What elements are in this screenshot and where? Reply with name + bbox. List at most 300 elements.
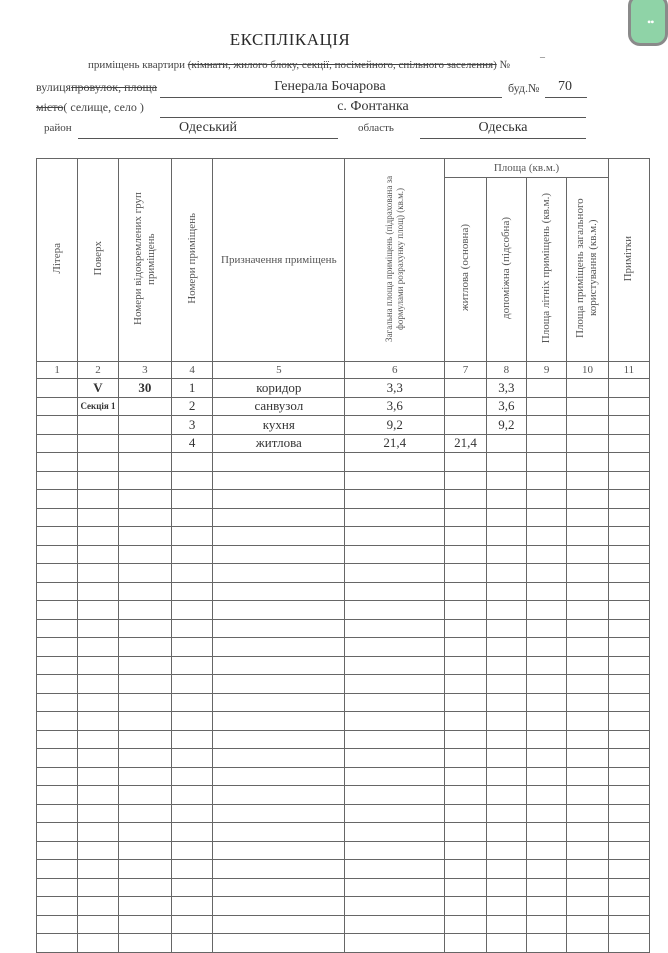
empty-cell [608, 841, 649, 860]
empty-cell [567, 749, 609, 768]
empty-cell [213, 804, 345, 823]
empty-cell [213, 527, 345, 546]
table-cell: 3,6 [486, 397, 526, 416]
empty-row [37, 804, 650, 823]
empty-cell [171, 619, 213, 638]
empty-cell [118, 749, 171, 768]
column-number: 7 [445, 362, 486, 379]
empty-cell [608, 564, 649, 583]
empty-cell [118, 934, 171, 953]
empty-cell [445, 693, 486, 712]
empty-cell [527, 712, 567, 731]
empty-cell [567, 582, 609, 601]
empty-cell [213, 490, 345, 509]
empty-cell [78, 934, 119, 953]
empty-cell [37, 878, 78, 897]
floating-menu-button[interactable] [628, 0, 668, 46]
empty-cell [171, 675, 213, 694]
column-number: 5 [213, 362, 345, 379]
empty-cell [567, 712, 609, 731]
empty-cell [78, 656, 119, 675]
empty-row [37, 656, 650, 675]
table-cell [118, 434, 171, 453]
empty-cell [37, 619, 78, 638]
empty-cell [345, 841, 445, 860]
empty-cell [118, 693, 171, 712]
empty-row [37, 934, 650, 953]
empty-cell [486, 767, 526, 786]
empty-cell [567, 693, 609, 712]
empty-cell [213, 730, 345, 749]
empty-cell [486, 786, 526, 805]
empty-cell [78, 601, 119, 620]
empty-cell [171, 823, 213, 842]
street-label-prefix: вулиця [36, 80, 72, 94]
table-cell [37, 379, 78, 398]
table-cell [527, 397, 567, 416]
empty-cell [118, 860, 171, 879]
building-value: 70 [558, 79, 572, 94]
empty-row [37, 767, 650, 786]
empty-cell [608, 730, 649, 749]
empty-cell [171, 915, 213, 934]
empty-cell [527, 527, 567, 546]
empty-cell [213, 934, 345, 953]
header-floor: Поверх [78, 159, 119, 362]
empty-cell [608, 527, 649, 546]
empty-cell [118, 897, 171, 916]
empty-cell [213, 767, 345, 786]
empty-cell [78, 545, 119, 564]
empty-cell [78, 767, 119, 786]
empty-cell [567, 656, 609, 675]
table-cell [608, 379, 649, 398]
street-underline [160, 97, 502, 98]
empty-cell [213, 915, 345, 934]
empty-cell [118, 582, 171, 601]
table-cell [567, 416, 609, 435]
empty-cell [486, 730, 526, 749]
empty-cell [118, 601, 171, 620]
empty-cell [37, 545, 78, 564]
empty-cell [345, 897, 445, 916]
empty-cell [345, 471, 445, 490]
column-number: 9 [527, 362, 567, 379]
empty-cell [213, 823, 345, 842]
empty-cell [213, 860, 345, 879]
empty-cell [527, 490, 567, 509]
empty-cell [527, 860, 567, 879]
table-cell [527, 416, 567, 435]
empty-cell [486, 749, 526, 768]
empty-cell [78, 804, 119, 823]
header-litera: Літера [37, 159, 78, 362]
empty-row [37, 823, 650, 842]
more-dots-icon: •• [647, 15, 654, 29]
empty-cell [445, 767, 486, 786]
empty-cell [37, 786, 78, 805]
empty-cell [567, 453, 609, 472]
empty-cell [118, 656, 171, 675]
empty-cell [78, 730, 119, 749]
empty-cell [527, 749, 567, 768]
empty-cell [608, 897, 649, 916]
empty-row [37, 786, 650, 805]
table-cell [567, 397, 609, 416]
empty-row [37, 749, 650, 768]
empty-cell [118, 841, 171, 860]
empty-cell [213, 564, 345, 583]
table-cell [37, 434, 78, 453]
empty-row [37, 471, 650, 490]
empty-cell [567, 508, 609, 527]
empty-cell [445, 638, 486, 657]
empty-cell [486, 545, 526, 564]
table-cell: 21,4 [345, 434, 445, 453]
table-row [37, 397, 650, 416]
empty-cell [213, 601, 345, 620]
empty-cell [118, 767, 171, 786]
empty-cell [345, 490, 445, 509]
empty-cell [37, 453, 78, 472]
empty-cell [527, 804, 567, 823]
empty-cell [78, 786, 119, 805]
empty-cell [78, 841, 119, 860]
empty-cell [345, 601, 445, 620]
empty-cell [118, 545, 171, 564]
empty-cell [345, 693, 445, 712]
empty-cell [213, 712, 345, 731]
empty-cell [171, 582, 213, 601]
empty-cell [171, 804, 213, 823]
empty-row [37, 490, 650, 509]
empty-cell [171, 786, 213, 805]
empty-row [37, 527, 650, 546]
table-cell: Секція 1 [78, 397, 119, 416]
column-number: 4 [171, 362, 213, 379]
empty-cell [213, 656, 345, 675]
empty-cell [213, 675, 345, 694]
empty-row [37, 915, 650, 934]
empty-cell [527, 915, 567, 934]
empty-cell [37, 730, 78, 749]
empty-cell [445, 582, 486, 601]
table-cell: кухня [213, 416, 345, 435]
empty-cell [486, 915, 526, 934]
apartment-number: – [540, 52, 545, 63]
empty-cell [78, 712, 119, 731]
table-cell [527, 379, 567, 398]
empty-cell [78, 897, 119, 916]
empty-row [37, 619, 650, 638]
table-cell [567, 379, 609, 398]
empty-row [37, 453, 650, 472]
empty-row [37, 693, 650, 712]
empty-cell [567, 934, 609, 953]
empty-cell [567, 675, 609, 694]
empty-cell [567, 897, 609, 916]
empty-cell [78, 915, 119, 934]
empty-cell [345, 564, 445, 583]
empty-cell [78, 619, 119, 638]
empty-row [37, 712, 650, 731]
table-cell [118, 397, 171, 416]
empty-cell [78, 638, 119, 657]
empty-cell [37, 823, 78, 842]
empty-cell [118, 823, 171, 842]
empty-cell [37, 749, 78, 768]
empty-cell [171, 656, 213, 675]
empty-cell [567, 804, 609, 823]
empty-cell [171, 841, 213, 860]
column-number: 6 [345, 362, 445, 379]
header-room-numbers: Номери приміщень [171, 159, 213, 362]
table-cell: 3 [171, 416, 213, 435]
empty-cell [118, 490, 171, 509]
locality-label-struck: місто [36, 100, 64, 114]
street-label-struck: провулок, площа [71, 80, 158, 94]
empty-cell [37, 508, 78, 527]
empty-cell [118, 915, 171, 934]
table-cell [486, 434, 526, 453]
empty-row [37, 897, 650, 916]
empty-cell [527, 582, 567, 601]
district-value: Одеський [179, 120, 237, 135]
empty-cell [445, 878, 486, 897]
empty-cell [486, 878, 526, 897]
empty-cell [608, 712, 649, 731]
table-row [37, 416, 650, 435]
empty-cell [486, 453, 526, 472]
empty-cell [608, 619, 649, 638]
empty-cell [567, 527, 609, 546]
table-cell: коридор [213, 379, 345, 398]
empty-cell [567, 545, 609, 564]
table-cell [78, 434, 119, 453]
table-cell [445, 379, 486, 398]
column-number: 11 [608, 362, 649, 379]
empty-cell [118, 471, 171, 490]
empty-cell [486, 564, 526, 583]
table-cell: житлова [213, 434, 345, 453]
empty-cell [118, 878, 171, 897]
empty-cell [78, 860, 119, 879]
empty-cell [445, 804, 486, 823]
subtitle-prefix: приміщень квартири [88, 59, 186, 71]
empty-cell [486, 823, 526, 842]
empty-cell [608, 878, 649, 897]
document-subtitle [88, 59, 510, 71]
empty-cell [345, 749, 445, 768]
empty-cell [445, 564, 486, 583]
table-cell [445, 416, 486, 435]
empty-cell [171, 897, 213, 916]
empty-cell [608, 804, 649, 823]
header-living-area: житлова (основна) [445, 178, 486, 362]
empty-cell [486, 656, 526, 675]
empty-cell [213, 693, 345, 712]
empty-cell [213, 582, 345, 601]
empty-cell [37, 934, 78, 953]
empty-cell [567, 823, 609, 842]
empty-cell [527, 841, 567, 860]
empty-cell [608, 767, 649, 786]
empty-cell [527, 767, 567, 786]
empty-cell [37, 693, 78, 712]
table-cell: 3,3 [345, 379, 445, 398]
locality-label-text: ( селище, село ) [63, 100, 144, 114]
empty-cell [527, 545, 567, 564]
empty-cell [213, 786, 345, 805]
empty-cell [171, 564, 213, 583]
empty-cell [567, 915, 609, 934]
empty-cell [608, 656, 649, 675]
empty-cell [486, 841, 526, 860]
empty-cell [527, 564, 567, 583]
empty-cell [486, 527, 526, 546]
empty-cell [567, 638, 609, 657]
subtitle-struck: (кімнати, жилого блоку, секції, посімейного, спільного заселення) [187, 59, 497, 71]
empty-cell [171, 601, 213, 620]
empty-cell [527, 693, 567, 712]
empty-cell [527, 786, 567, 805]
explication-table [36, 158, 650, 953]
empty-cell [118, 508, 171, 527]
empty-cell [486, 582, 526, 601]
table-cell [608, 397, 649, 416]
empty-cell [567, 878, 609, 897]
empty-cell [171, 934, 213, 953]
empty-cell [567, 471, 609, 490]
empty-cell [567, 730, 609, 749]
empty-cell [608, 934, 649, 953]
empty-cell [486, 897, 526, 916]
empty-row [37, 730, 650, 749]
empty-cell [213, 471, 345, 490]
empty-cell [445, 823, 486, 842]
locality-label [36, 100, 144, 115]
empty-cell [78, 823, 119, 842]
empty-cell [445, 915, 486, 934]
empty-cell [445, 601, 486, 620]
empty-row [37, 564, 650, 583]
empty-cell [345, 730, 445, 749]
empty-cell [486, 712, 526, 731]
empty-cell [171, 490, 213, 509]
empty-row [37, 841, 650, 860]
empty-cell [445, 749, 486, 768]
empty-cell [608, 749, 649, 768]
empty-cell [213, 545, 345, 564]
empty-cell [118, 675, 171, 694]
empty-cell [171, 527, 213, 546]
empty-cell [345, 878, 445, 897]
empty-cell [213, 749, 345, 768]
empty-cell [486, 934, 526, 953]
empty-cell [37, 490, 78, 509]
empty-cell [445, 897, 486, 916]
empty-cell [171, 508, 213, 527]
table-row [37, 379, 650, 398]
empty-cell [171, 712, 213, 731]
empty-cell [345, 545, 445, 564]
header-notes: Примітки [608, 159, 649, 362]
empty-cell [37, 564, 78, 583]
building-underline [545, 97, 587, 98]
empty-cell [37, 712, 78, 731]
header-summer-area: Площа літніх приміщень (кв.м.) [527, 178, 567, 362]
empty-cell [527, 656, 567, 675]
empty-cell [608, 508, 649, 527]
empty-cell [345, 508, 445, 527]
empty-cell [213, 453, 345, 472]
empty-cell [445, 712, 486, 731]
empty-cell [608, 915, 649, 934]
empty-cell [567, 619, 609, 638]
empty-row [37, 582, 650, 601]
empty-cell [567, 841, 609, 860]
region-value: Одеська [478, 120, 528, 135]
empty-cell [608, 545, 649, 564]
empty-cell [345, 860, 445, 879]
empty-cell [37, 638, 78, 657]
region-label: область [358, 122, 394, 134]
table-cell: санвузол [213, 397, 345, 416]
empty-cell [527, 897, 567, 916]
empty-cell [486, 860, 526, 879]
empty-cell [608, 471, 649, 490]
empty-cell [345, 638, 445, 657]
empty-cell [78, 564, 119, 583]
header-total-area: Загальна площа приміщень (підрахована за формулами розрахунку площ) (кв.м.) [345, 159, 445, 362]
empty-cell [445, 471, 486, 490]
empty-cell [118, 786, 171, 805]
locality-underline [160, 117, 586, 118]
table-cell [608, 416, 649, 435]
empty-cell [608, 693, 649, 712]
empty-cell [486, 804, 526, 823]
empty-cell [118, 619, 171, 638]
table-cell [78, 416, 119, 435]
empty-cell [37, 582, 78, 601]
empty-cell [78, 582, 119, 601]
empty-cell [345, 656, 445, 675]
empty-cell [445, 730, 486, 749]
district-label: район [44, 122, 72, 134]
empty-cell [486, 675, 526, 694]
region-underline [420, 138, 586, 139]
empty-cell [567, 564, 609, 583]
empty-cell [345, 786, 445, 805]
empty-cell [486, 508, 526, 527]
header-purpose: Призначення приміщень [213, 159, 345, 362]
empty-cell [567, 767, 609, 786]
empty-cell [608, 453, 649, 472]
table-cell: 9,2 [345, 416, 445, 435]
empty-cell [78, 749, 119, 768]
empty-cell [527, 471, 567, 490]
empty-cell [213, 841, 345, 860]
table-row [37, 434, 650, 453]
empty-cell [213, 638, 345, 657]
table-cell: 3,3 [486, 379, 526, 398]
table-cell [445, 397, 486, 416]
empty-cell [445, 527, 486, 546]
table-cell: 21,4 [445, 434, 486, 453]
empty-cell [37, 656, 78, 675]
empty-cell [171, 453, 213, 472]
empty-cell [171, 749, 213, 768]
